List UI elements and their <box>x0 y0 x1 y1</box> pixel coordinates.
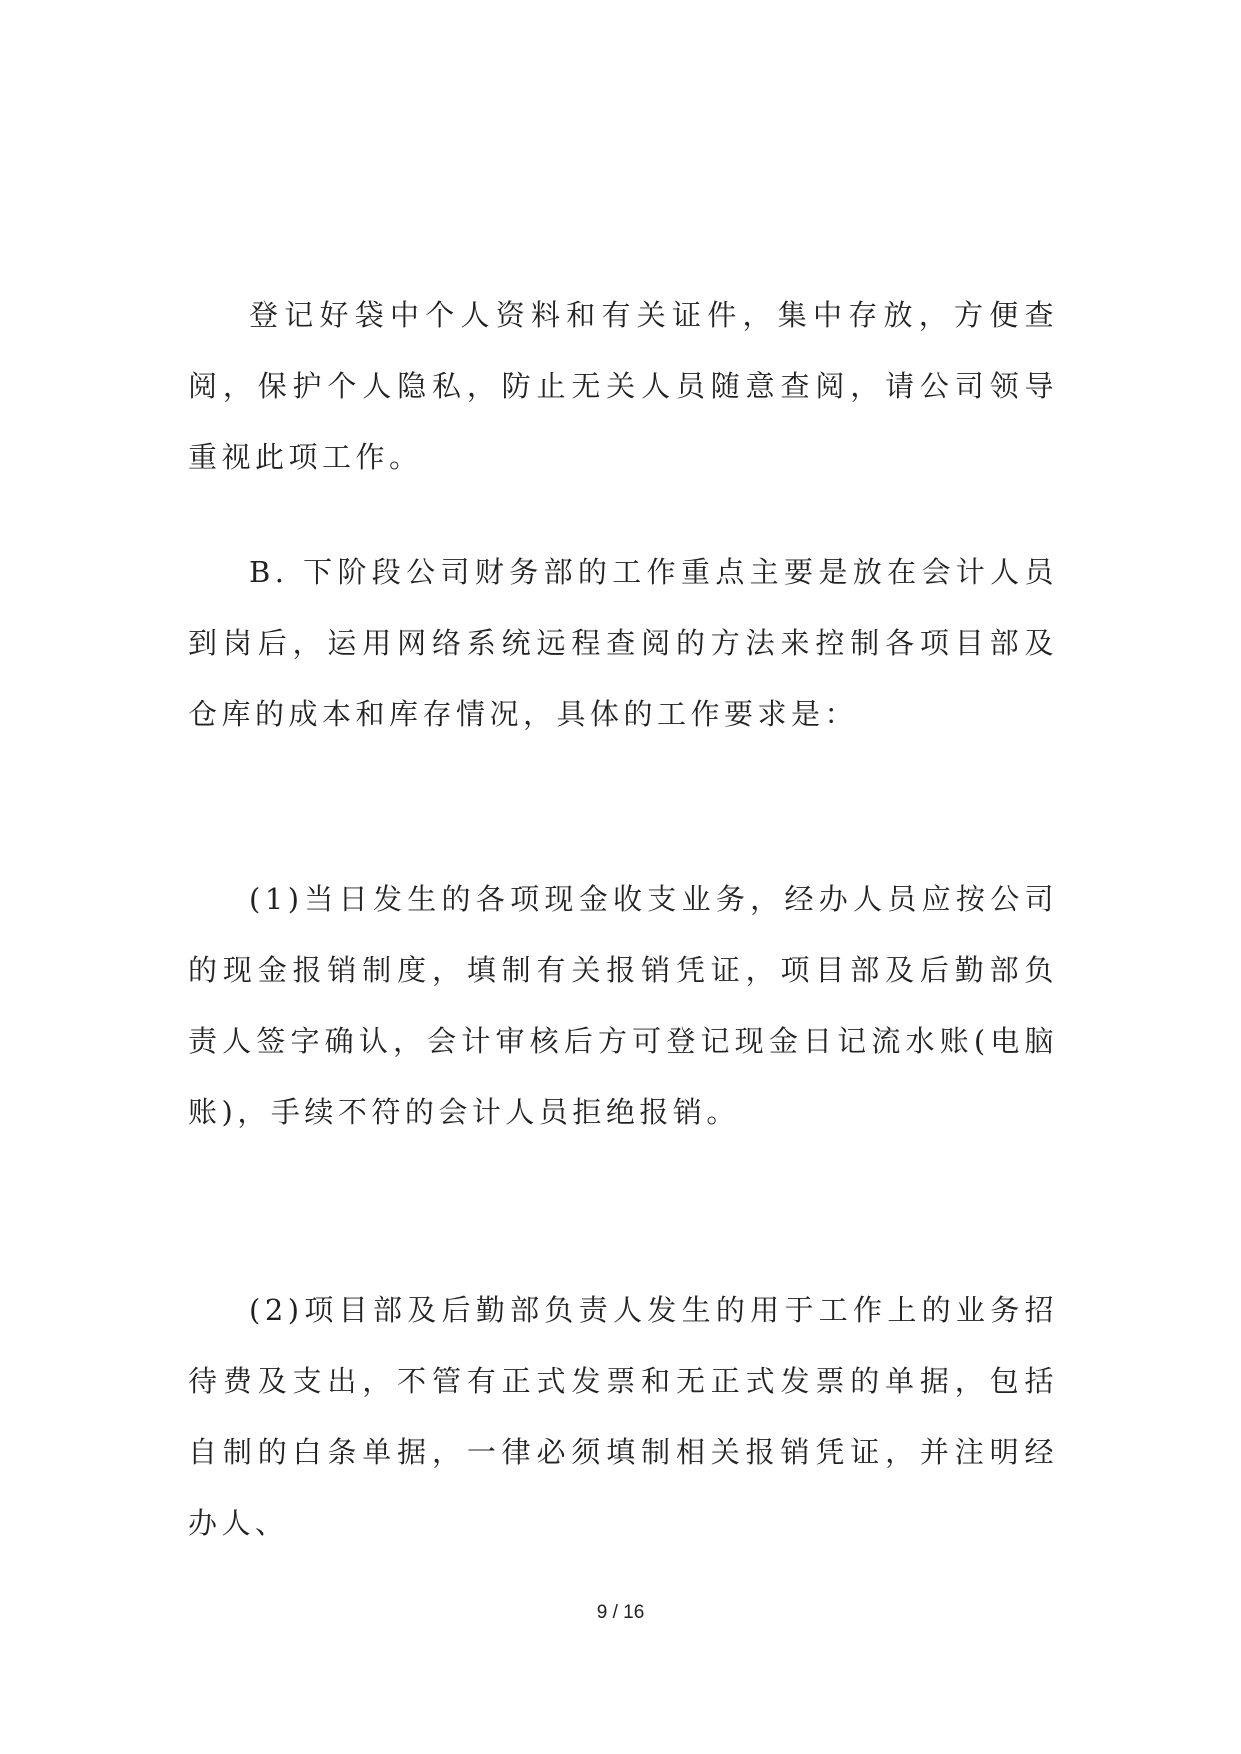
page-number: 9 / 16 <box>596 1602 645 1623</box>
body-paragraph: B. 下阶段公司财务部的工作重点主要是放在会计人员到岗后，运用网络系统远程查阅的方法来控制各项目部及仓库的成本和库存情况，具体的工作要求是： <box>188 555 1058 731</box>
body-paragraph: (1)当日发生的各项现金收支业务，经办人员应按公司的现金报销制度，填制有关报销凭证，项目部及后勤部负责人签字确认，会计审核后方可登记现金日记流水账(电脑账)，手续不符的会计人员拒绝报销。 <box>188 882 1058 1129</box>
body-paragraph: 登记好袋中个人资料和有关证件，集中存放，方便查阅，保护个人隐私，防止无关人员随意查阅，请公司领导重视此项工作。 <box>188 298 1058 474</box>
body-paragraph: (2)项目部及后勤部负责人发生的用于工作上的业务招待费及支出，不管有正式发票和无正式发票的单据，包括自制的白条单据，一律必须填制相关报销凭证，并注明经办人、 <box>188 1293 1058 1540</box>
